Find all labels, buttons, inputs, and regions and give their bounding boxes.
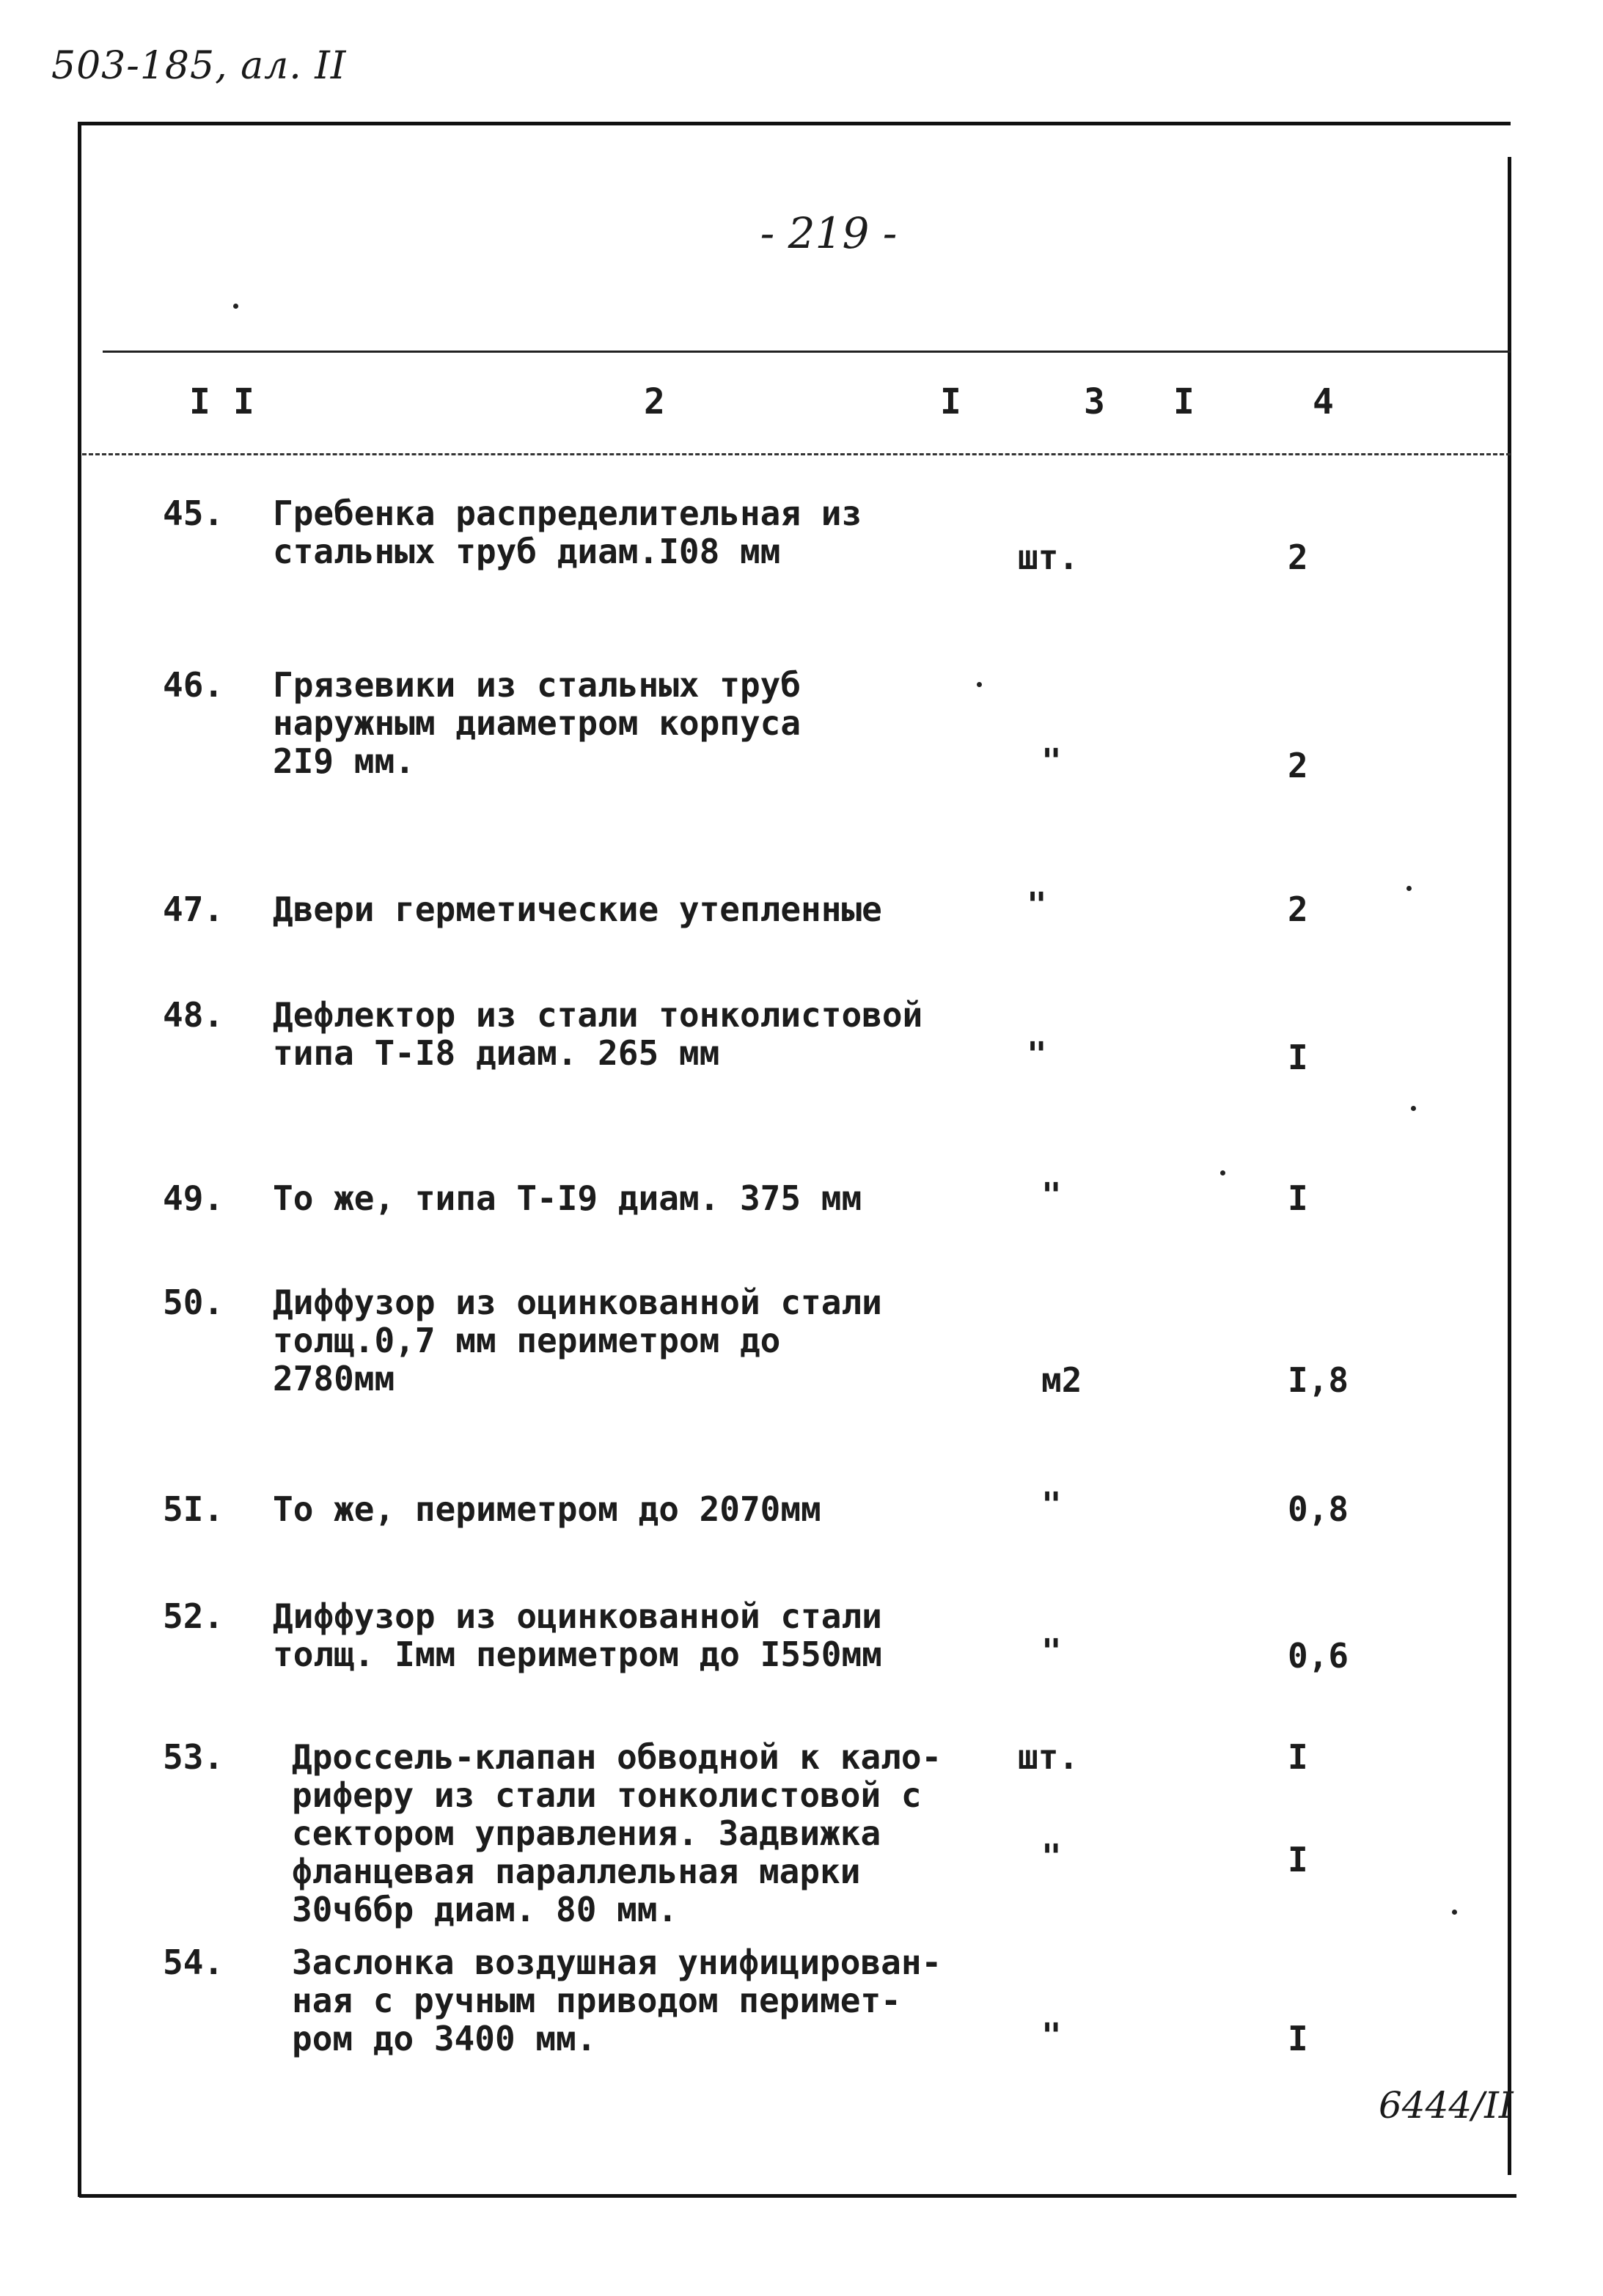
- item-number: 49.: [163, 1178, 224, 1218]
- page-number: - 219 -: [760, 208, 898, 258]
- item-number: 52.: [163, 1596, 224, 1636]
- item-unit: ": [1041, 1175, 1062, 1215]
- item-description: Диффузор из оцинкованной стали толщ.0,7 мм периметром до 2780мм: [273, 1283, 882, 1398]
- item-quantity: I: [1288, 2019, 1308, 2058]
- item-quantity: I: [1288, 1038, 1308, 1077]
- item-quantity: 0,8: [1288, 1489, 1349, 1529]
- archive-reference-bottom: 6444/II: [1379, 2084, 1514, 2127]
- frame-border-top: [79, 122, 1511, 125]
- column-separator: I: [233, 381, 254, 422]
- item-number: 54.: [163, 1943, 224, 1982]
- item-description: Грязевики из стальных труб наружным диаметром корпуса 2I9 мм.: [273, 665, 802, 781]
- item-unit: м2: [1041, 1360, 1082, 1400]
- item-quantity: 2: [1288, 746, 1308, 785]
- item-description: То же, типа Т-I9 диам. 375 мм: [273, 1178, 862, 1218]
- item-number: 53.: [163, 1737, 224, 1777]
- item-quantity: I,8: [1288, 1360, 1349, 1400]
- item-quantity: 2: [1288, 538, 1308, 577]
- item-unit: ": [1041, 741, 1062, 781]
- item-unit: шт.: [1018, 538, 1079, 577]
- column-header-1: I: [189, 381, 210, 422]
- table-header-top-rule: [103, 351, 1511, 353]
- item-quantity-secondary: I: [1288, 1840, 1308, 1879]
- archive-reference-top: 503-185, ал. II: [51, 44, 347, 88]
- item-unit-secondary: ": [1041, 1837, 1062, 1877]
- scan-speck: [233, 304, 238, 309]
- column-separator: I: [1173, 381, 1195, 422]
- frame-border-bottom: [79, 2194, 1516, 2198]
- item-quantity: 0,6: [1288, 1636, 1349, 1676]
- item-unit: ": [1027, 1035, 1047, 1074]
- item-description: То же, периметром до 2070мм: [273, 1489, 821, 1529]
- item-number: 48.: [163, 995, 224, 1035]
- item-number: 50.: [163, 1283, 224, 1322]
- item-unit: ": [1041, 1485, 1062, 1525]
- scan-speck: [1220, 1170, 1225, 1175]
- item-description: Диффузор из оцинкованной стали толщ. Iмм периметром до I550мм: [273, 1596, 882, 1674]
- scan-speck: [1411, 1106, 1416, 1111]
- item-number: 45.: [163, 494, 224, 533]
- frame-border-right: [1508, 157, 1511, 2175]
- scan-speck: [1452, 1910, 1457, 1915]
- item-description: Гребенка распределительная из стальных труб диам.I08 мм: [273, 494, 862, 571]
- item-number: 5I.: [163, 1489, 224, 1529]
- column-separator: I: [940, 381, 961, 422]
- item-quantity: 2: [1288, 890, 1308, 929]
- table-header-bottom-rule: [82, 453, 1511, 455]
- item-description: Дефлектор из стали тонколистовой типа Т-I8 диам. 265 мм: [273, 995, 923, 1073]
- item-number: 46.: [163, 665, 224, 705]
- item-unit: ": [1027, 885, 1047, 925]
- item-unit: шт.: [1018, 1737, 1079, 1777]
- item-unit: ": [1041, 2016, 1062, 2055]
- item-quantity: I: [1288, 1737, 1308, 1777]
- item-unit: ": [1041, 1632, 1062, 1671]
- frame-border-left: [78, 122, 81, 2197]
- item-description: Заслонка воздушная унифицирован- ная с ручным приводом перимет- ром до 3400 мм.: [292, 1943, 942, 2058]
- item-description: Двери герметические утепленные: [273, 890, 882, 929]
- column-header-4: 4: [1313, 381, 1334, 422]
- scan-speck: [1406, 886, 1412, 891]
- item-number: 47.: [163, 890, 224, 929]
- scan-speck: [977, 682, 982, 687]
- column-header-2: 2: [644, 381, 665, 422]
- item-quantity: I: [1288, 1178, 1308, 1218]
- column-header-3: 3: [1084, 381, 1105, 422]
- item-description: Дроссель-клапан обводной к кало- риферу из стали тонколистовой с сектором управления. Задвижка фланцевая параллельная марки 30ч6бр диам. 80 мм.: [292, 1737, 942, 1929]
